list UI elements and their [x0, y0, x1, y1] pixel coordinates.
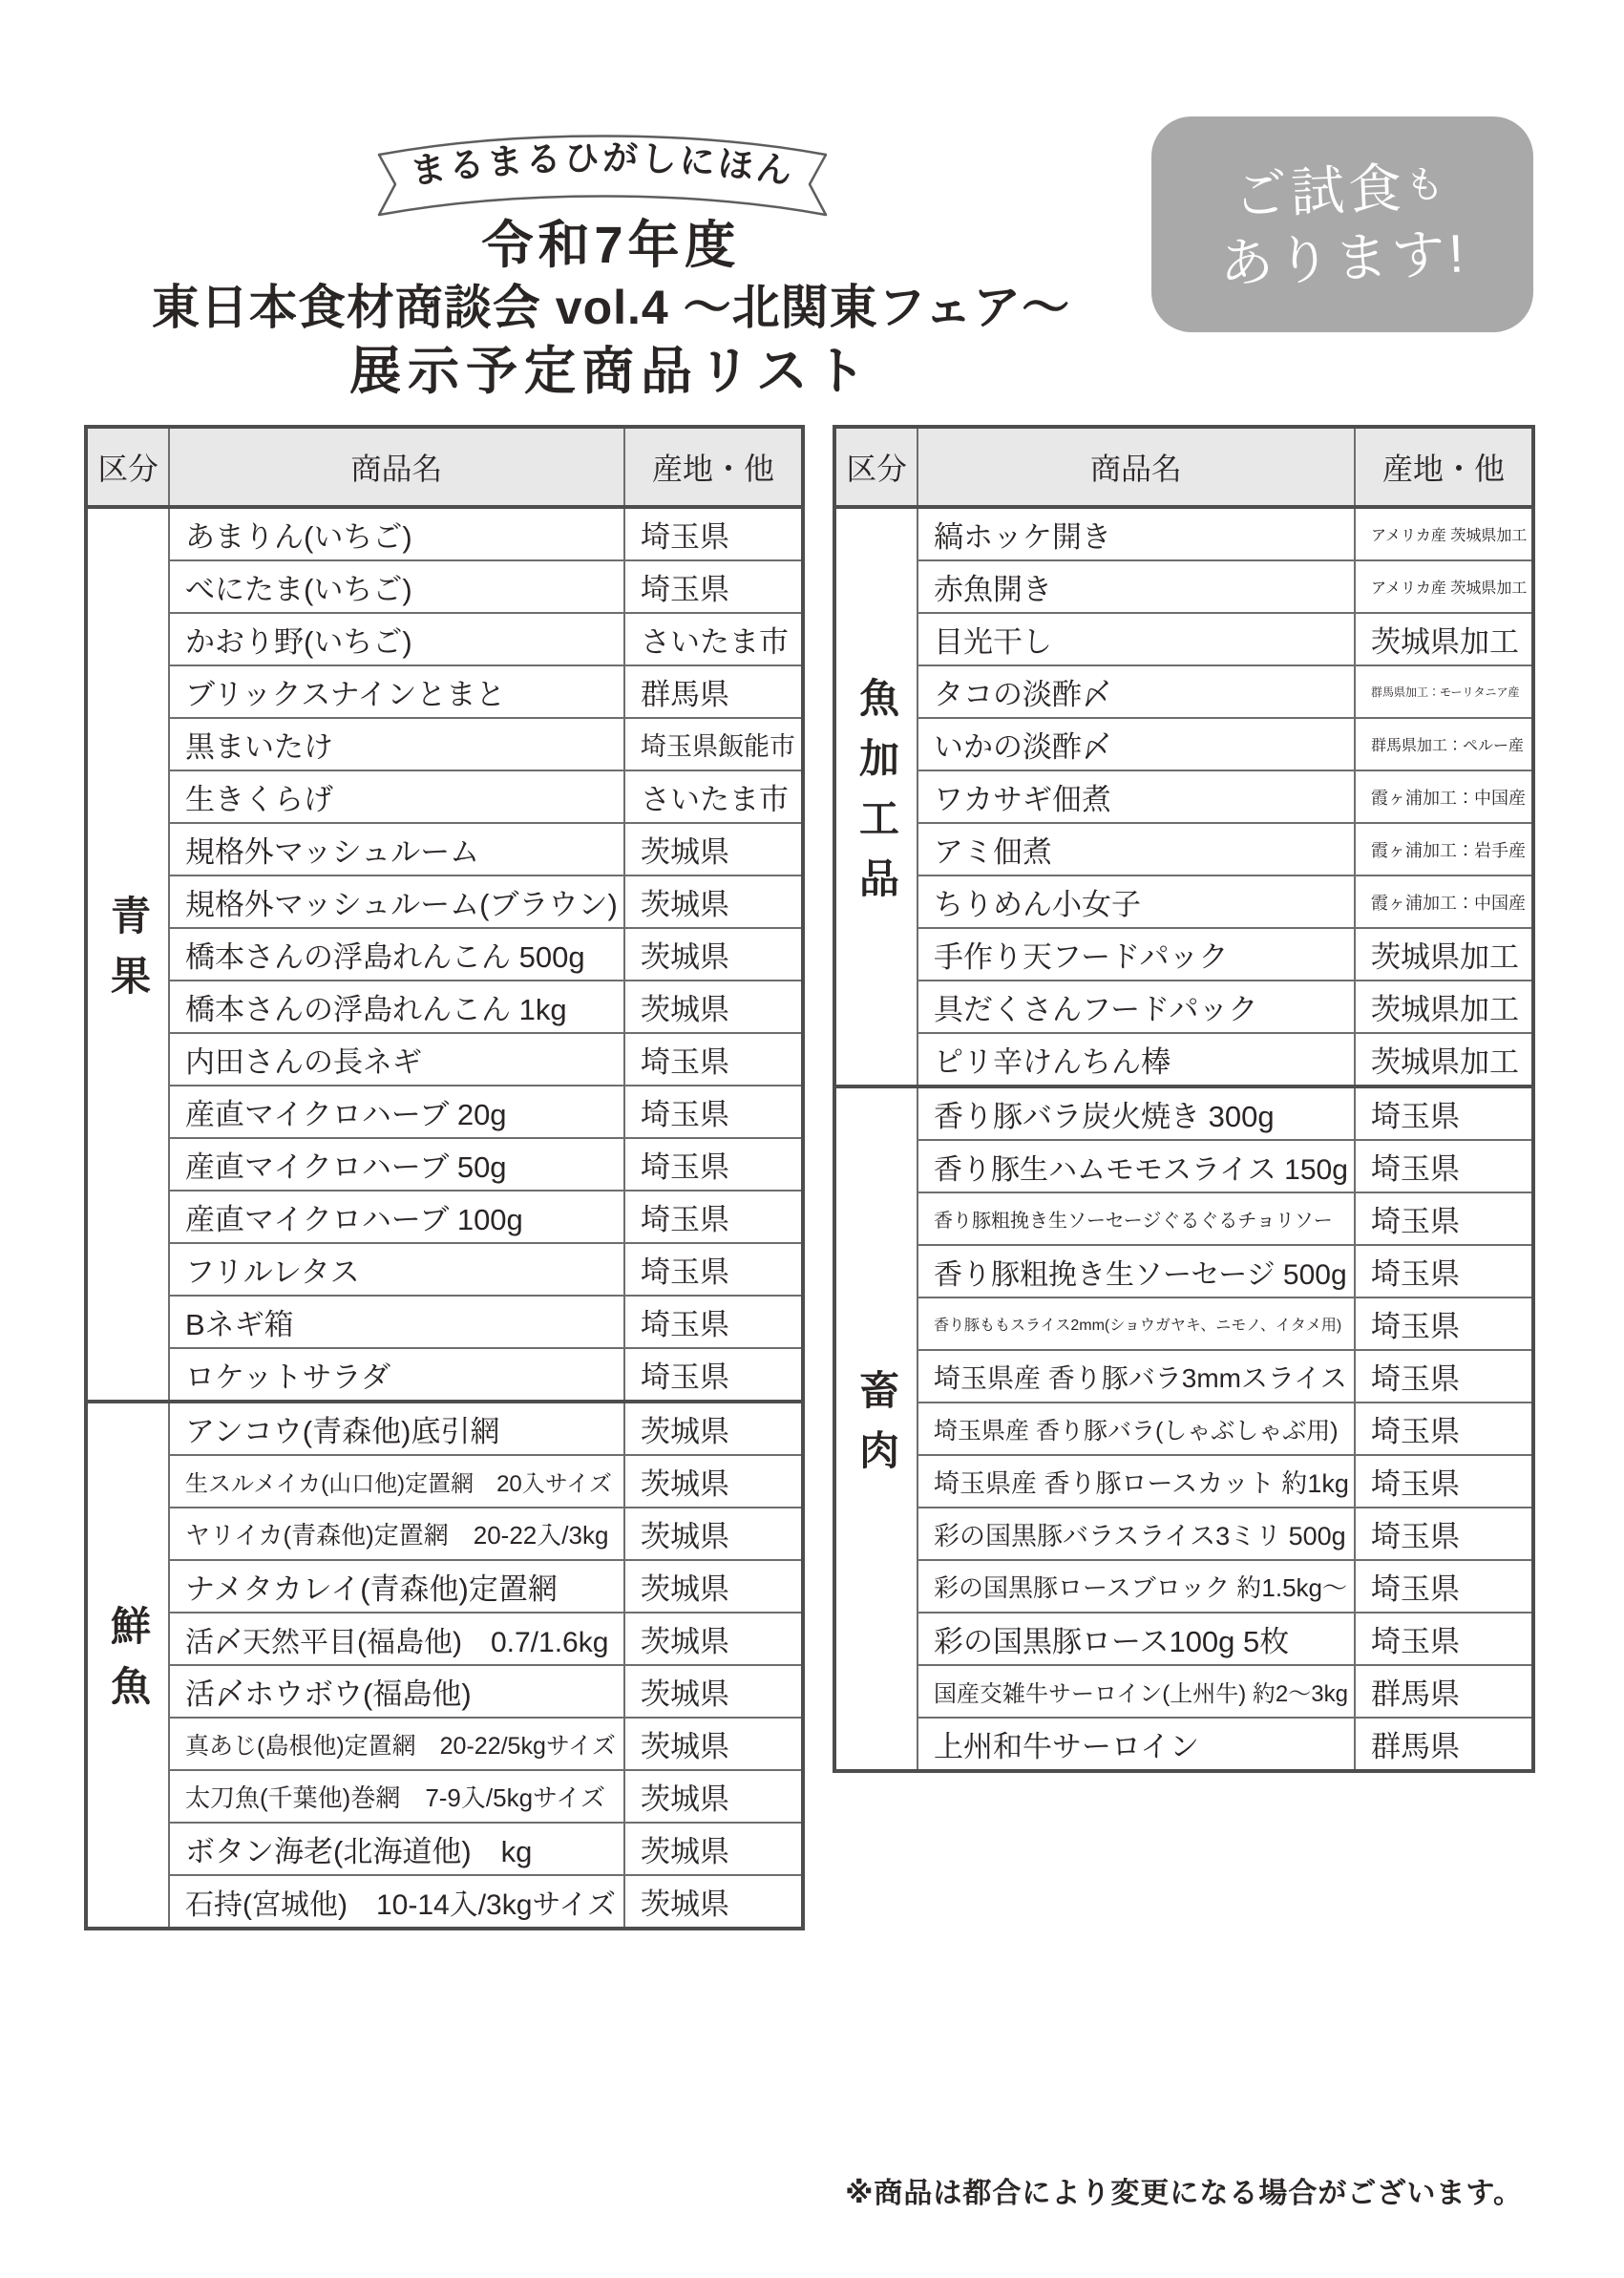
origin-value: 埼玉県: [1371, 1100, 1460, 1133]
origin-value: 群馬県加工：ペルー産: [1371, 738, 1525, 754]
product-name-cell: [170, 771, 625, 822]
table-row: [918, 1193, 1531, 1246]
table-row: [170, 1771, 801, 1824]
product-name: 香り豚粗挽き生ソーセージぐるぐるチョリソー: [934, 1211, 1333, 1232]
origin-cell: [625, 509, 801, 559]
header-cell-product: 商品名: [918, 429, 1356, 505]
product-name: 産直マイクロハーブ 20g: [185, 1098, 507, 1131]
product-name-cell: [170, 1666, 625, 1717]
product-name: ナメタカレイ(青森他)定置網: [185, 1572, 558, 1606]
table-row: [918, 1614, 1531, 1666]
origin-value: 茨城県: [641, 1888, 729, 1921]
ribbon-banner-shape: [376, 126, 829, 221]
origin-cell: [1356, 509, 1531, 559]
origin-cell: [625, 1034, 801, 1085]
product-name: Bネギ箱: [185, 1308, 294, 1341]
table-row: [918, 614, 1531, 666]
product-name: 活〆ホウボウ(福島他): [185, 1677, 472, 1711]
origin-value: 埼玉県: [1371, 1625, 1460, 1658]
origin-cell: [1356, 981, 1531, 1032]
product-name-cell: [918, 666, 1356, 717]
product-name-cell: [918, 1719, 1356, 1769]
table-row: [918, 1141, 1531, 1193]
page-title-line1: 令和7年度: [481, 217, 741, 274]
tasting-badge-text: [1215, 154, 1468, 295]
origin-cell: [625, 1192, 801, 1242]
product-name: ボタン海老(北海道他) kg: [185, 1835, 533, 1868]
product-name: ヤリイカ(青森他)定置網 20-22入/3kg: [185, 1521, 609, 1550]
origin-value: 埼玉県: [641, 573, 729, 606]
origin-cell: [1356, 1666, 1531, 1717]
origin-value: 埼玉県: [1371, 1310, 1460, 1343]
origin-value: さいたま市: [641, 783, 789, 816]
table-row: [170, 1139, 801, 1192]
product-name: アミ佃煮: [934, 835, 1052, 869]
origin-cell: [1356, 771, 1531, 822]
table-row: [918, 981, 1531, 1034]
product-name-cell: [170, 719, 625, 770]
table-row: [170, 1349, 801, 1400]
table-row: [170, 509, 801, 561]
product-name-cell: [918, 876, 1356, 927]
table-row: [918, 561, 1531, 614]
product-name: ワカサギ佃煮: [934, 783, 1111, 816]
product-name: 香り豚ももスライス2mm(ショウガヤキ、ニモノ、イタメ用): [934, 1318, 1342, 1334]
product-name-cell: [918, 1403, 1356, 1454]
product-name: 香り豚バラ炭火焼き 300g: [934, 1100, 1275, 1133]
product-name-cell: [918, 1666, 1356, 1717]
product-name: 埼玉県産 香り豚ロースカット 約1kg: [934, 1469, 1349, 1498]
origin-value: 茨城県加工: [1371, 940, 1519, 974]
header-cell-origin: 産地・他: [651, 452, 774, 486]
product-name-cell: [918, 614, 1356, 664]
origin-cell: [625, 981, 801, 1032]
origin-value: 埼玉県: [641, 1203, 729, 1236]
table-row: [170, 1614, 801, 1666]
origin-cell: [625, 1508, 801, 1559]
product-name-cell: [170, 614, 625, 664]
origin-value: さいたま市: [641, 625, 789, 659]
origin-cell: [625, 1244, 801, 1295]
table-row: [170, 1719, 801, 1771]
table-row: [918, 1456, 1531, 1508]
origin-value: 霞ヶ浦加工：中国産: [1371, 788, 1526, 808]
badge-line1-main: ご試食: [1232, 157, 1407, 225]
product-name-cell: [170, 1456, 625, 1507]
origin-value: アメリカ産 茨城県加工: [1371, 528, 1528, 544]
product-name: 活〆天然平目(福島他) 0.7/1.6kg: [185, 1626, 609, 1658]
table-row: [918, 666, 1531, 719]
product-name-cell: [918, 929, 1356, 980]
page-title-line3: 展示予定商品リスト: [349, 343, 873, 400]
tasting-badge: [1151, 116, 1533, 332]
origin-cell: [625, 561, 801, 612]
origin-cell: [1356, 1141, 1531, 1192]
product-name: 規格外マッシュルーム(ブラウン): [185, 888, 618, 921]
table-section: [88, 509, 801, 1403]
product-name-cell: [918, 1614, 1356, 1664]
product-name: 具だくさんフードパック: [934, 993, 1258, 1026]
footer-note: ※商品は都合により変更になる場合がございます。: [845, 2178, 1523, 2209]
table-row: [170, 1561, 801, 1614]
table-row: [170, 1403, 801, 1456]
page-title: [57, 214, 1165, 405]
origin-cell: [625, 1139, 801, 1190]
origin-value: 埼玉県: [1371, 1415, 1460, 1448]
origin-value: 埼玉県: [1371, 1572, 1460, 1606]
product-name: かおり野(いちご): [185, 625, 412, 659]
product-name: あまりん(いちご): [185, 520, 412, 554]
table-row: [918, 876, 1531, 929]
table-row: [918, 1351, 1531, 1403]
origin-cell: [625, 719, 801, 770]
product-name-cell: [918, 1456, 1356, 1507]
product-name: 橋本さんの浮島れんこん 500g: [185, 940, 585, 974]
product-name-cell: [170, 981, 625, 1032]
page-title-line2: 東日本食材商談会 vol.4 ～北関東フェア～: [151, 281, 1071, 334]
product-name: 埼玉県産 香り豚バラ3mmスライス: [934, 1362, 1347, 1393]
product-name: 真あじ(島根他)定置網 20-22/5kgサイズ: [185, 1732, 616, 1760]
origin-value: 群馬県加工：モーリタニア産: [1371, 686, 1520, 699]
product-name: 産直マイクロハーブ 100g: [185, 1203, 523, 1236]
origin-value: 茨城県加工: [1371, 625, 1519, 659]
origin-cell: [1356, 1403, 1531, 1454]
origin-value: 埼玉県: [1371, 1257, 1460, 1291]
product-name: ピリ辛けんちん棒: [934, 1045, 1171, 1079]
table-header-row: [836, 429, 1531, 509]
product-name-cell: [170, 876, 625, 927]
product-name: ちりめん小女子: [934, 888, 1141, 921]
header-cell-product: 商品名: [170, 429, 625, 505]
origin-cell: [1356, 666, 1531, 717]
origin-value: 茨城県: [641, 1782, 729, 1816]
product-name-cell: [170, 561, 625, 612]
origin-cell: [625, 1824, 801, 1874]
table-row: [918, 1666, 1531, 1719]
origin-value: 埼玉県: [641, 1255, 729, 1289]
origin-value: 茨城県: [641, 1467, 729, 1501]
table-row: [918, 929, 1531, 981]
header-cell-category: 区分: [836, 429, 918, 505]
table-section: [88, 1403, 801, 1927]
origin-value: 埼玉県: [641, 1098, 729, 1131]
product-name-cell: [918, 561, 1356, 612]
origin-value: 茨城県加工: [1371, 1045, 1519, 1079]
product-name-cell: [918, 1351, 1356, 1402]
product-name-cell: [918, 1141, 1356, 1192]
origin-cell: [1356, 1508, 1531, 1559]
origin-cell: [1356, 929, 1531, 980]
table-section: [836, 1088, 1531, 1769]
origin-cell: [625, 1403, 801, 1454]
origin-value: アメリカ産 茨城県加工: [1371, 580, 1528, 597]
event-ribbon: [376, 126, 829, 221]
product-name-cell: [170, 1086, 625, 1137]
table-row: [170, 1508, 801, 1561]
origin-cell: [625, 771, 801, 822]
origin-value: 埼玉県: [641, 1150, 729, 1184]
table-row: [918, 1403, 1531, 1456]
origin-value: 茨城県: [641, 888, 729, 921]
product-name-cell: [170, 1297, 625, 1347]
product-name: 上州和牛サーロイン: [934, 1730, 1200, 1763]
origin-value: 茨城県: [641, 1572, 729, 1606]
origin-cell: [625, 614, 801, 664]
product-name: 縞ホッケ開き: [934, 520, 1111, 554]
product-name: 黒まいたけ: [185, 730, 333, 764]
origin-value: 茨城県: [641, 1835, 729, 1868]
origin-cell: [625, 876, 801, 927]
origin-cell: [625, 929, 801, 980]
origin-value: 茨城県: [641, 940, 729, 974]
origin-cell: [1356, 1614, 1531, 1664]
origin-value: 群馬県: [641, 678, 729, 711]
product-name: べにたま(いちご): [185, 573, 412, 606]
product-name-cell: [170, 1034, 625, 1085]
product-name-cell: [918, 719, 1356, 770]
product-name-cell: [170, 1614, 625, 1664]
origin-cell: [1356, 876, 1531, 927]
origin-cell: [1356, 561, 1531, 612]
product-name: 石持(宮城他) 10-14入/3kgサイズ: [185, 1888, 617, 1921]
ribbon-label: まるまるひがしにほん: [408, 137, 797, 192]
table-row: [170, 771, 801, 824]
table-row: [918, 1298, 1531, 1351]
table-row: [918, 1246, 1531, 1298]
origin-cell: [625, 1456, 801, 1507]
product-name-cell: [918, 1088, 1356, 1139]
table-row: [170, 981, 801, 1034]
category-cell: 鮮魚: [88, 1403, 170, 1927]
origin-cell: [625, 1666, 801, 1717]
badge-line1-small: も: [1404, 160, 1449, 207]
origin-cell: [625, 1561, 801, 1612]
origin-cell: [1356, 1561, 1531, 1612]
table-row: [918, 1719, 1531, 1769]
table-row: [170, 876, 801, 929]
product-name: ブリックスナインとまと: [185, 678, 506, 711]
origin-value: 群馬県: [1371, 1677, 1460, 1711]
table-row: [918, 1561, 1531, 1614]
product-name-cell: [170, 1349, 625, 1400]
product-name: 橋本さんの浮島れんこん 1kg: [185, 993, 567, 1026]
table-row: [918, 1034, 1531, 1085]
product-name: 目光干し: [934, 625, 1052, 659]
table-row: [170, 929, 801, 981]
origin-cell: [625, 1771, 801, 1822]
table-section: [836, 509, 1531, 1088]
origin-value: 茨城県: [641, 993, 729, 1026]
product-name-cell: [918, 1034, 1356, 1085]
product-name: タコの淡酢〆: [934, 678, 1111, 711]
category-cell: 青果: [88, 509, 170, 1400]
table-row: [918, 824, 1531, 876]
badge-line2: あります!: [1218, 221, 1469, 294]
product-name-cell: [170, 929, 625, 980]
table-row: [170, 824, 801, 876]
origin-value: 埼玉県: [641, 520, 729, 554]
product-name-cell: [170, 1244, 625, 1295]
origin-cell: [1356, 614, 1531, 664]
product-name-cell: [918, 1298, 1356, 1349]
product-name: 生きくらげ: [185, 783, 333, 816]
origin-cell: [1356, 1193, 1531, 1244]
product-name-cell: [918, 1508, 1356, 1559]
origin-cell: [625, 1297, 801, 1347]
product-name: いかの淡酢〆: [934, 730, 1111, 764]
origin-cell: [1356, 719, 1531, 770]
origin-cell: [1356, 1298, 1531, 1349]
origin-value: 埼玉県: [1371, 1520, 1460, 1553]
product-name-cell: [918, 509, 1356, 559]
product-name-cell: [170, 1561, 625, 1612]
origin-value: 茨城県: [641, 835, 729, 869]
origin-value: 埼玉県: [1371, 1205, 1460, 1238]
product-name-cell: [170, 1403, 625, 1454]
origin-cell: [625, 1614, 801, 1664]
product-name-cell: [170, 1139, 625, 1190]
origin-value: 埼玉県: [641, 1045, 729, 1079]
product-name-cell: [170, 509, 625, 559]
product-name: 彩の国黒豚バラスライス3ミリ 500g: [934, 1522, 1346, 1550]
origin-value: 茨城県加工: [1371, 993, 1519, 1026]
origin-cell: [625, 1086, 801, 1137]
table-row: [918, 771, 1531, 824]
table-row: [918, 1508, 1531, 1561]
origin-cell: [1356, 824, 1531, 875]
origin-cell: [625, 1876, 801, 1927]
table-row: [170, 719, 801, 771]
product-name: 彩の国黒豚ロースブロック 約1.5kg～: [934, 1573, 1348, 1602]
origin-value: 霞ヶ浦加工：中国産: [1371, 893, 1526, 913]
origin-value: 茨城県: [641, 1677, 729, 1711]
table-row: [918, 1088, 1531, 1141]
product-name: 太刀魚(千葉他)巻網 7-9入/5kgサイズ: [185, 1783, 605, 1812]
origin-value: 茨城県: [641, 1415, 729, 1448]
product-name: 生スルメイカ(山口他)定置網 20入サイズ: [185, 1471, 612, 1497]
origin-cell: [625, 824, 801, 875]
product-name: 赤魚開き: [934, 573, 1052, 606]
table-row: [170, 1086, 801, 1139]
product-name-cell: [918, 1246, 1356, 1297]
product-name-cell: [170, 1824, 625, 1874]
table-row: [170, 1666, 801, 1719]
product-name-cell: [170, 1876, 625, 1927]
table-header-row: [88, 429, 801, 509]
table-row: [170, 1192, 801, 1244]
product-name: 国産交雑牛サーロイン(上州牛) 約2～3kg: [934, 1681, 1348, 1707]
origin-value: 埼玉県: [1371, 1467, 1460, 1501]
table-row: [170, 614, 801, 666]
product-name: 規格外マッシュルーム: [185, 835, 480, 869]
product-name: 香り豚生ハムモモスライス 150g: [934, 1153, 1348, 1186]
origin-cell: [1356, 1088, 1531, 1139]
table-row: [170, 1034, 801, 1086]
origin-value: 霞ヶ浦加工：岩手産: [1371, 840, 1526, 860]
table-row: [170, 1876, 801, 1927]
product-name-cell: [918, 824, 1356, 875]
table-row: [170, 666, 801, 719]
origin-value: 埼玉県: [1371, 1362, 1460, 1396]
origin-cell: [625, 1349, 801, 1400]
product-name-cell: [918, 981, 1356, 1032]
product-name-cell: [918, 1561, 1356, 1612]
product-name-cell: [170, 1508, 625, 1559]
product-name: 産直マイクロハーブ 50g: [185, 1150, 507, 1184]
origin-cell: [1356, 1246, 1531, 1297]
origin-value: 茨城県: [641, 1520, 729, 1553]
origin-value: 埼玉県: [641, 1360, 729, 1394]
product-name: 彩の国黒豚ロース100g 5枚: [934, 1625, 1290, 1658]
category-cell: 魚加工品: [836, 509, 918, 1085]
origin-value: 埼玉県: [641, 1308, 729, 1341]
product-name-cell: [170, 1771, 625, 1822]
product-name: 埼玉県産 香り豚バラ(しゃぶしゃぶ用): [934, 1417, 1339, 1445]
origin-cell: [625, 1719, 801, 1769]
table-row: [918, 509, 1531, 561]
origin-value: 茨城県: [641, 1625, 729, 1658]
product-name: アンコウ(青森他)底引網: [185, 1415, 500, 1448]
product-name-cell: [170, 1719, 625, 1769]
product-table-right: [833, 425, 1535, 1773]
origin-cell: [1356, 1456, 1531, 1507]
table-row: [170, 561, 801, 614]
header-cell-category: 区分: [88, 429, 170, 505]
product-name-cell: [170, 666, 625, 717]
origin-value: 群馬県: [1371, 1730, 1460, 1763]
table-row: [170, 1244, 801, 1297]
origin-value: 埼玉県: [1371, 1152, 1460, 1186]
category-cell: 畜肉: [836, 1088, 918, 1769]
product-name: ロケットサラダ: [185, 1360, 391, 1394]
table-row: [918, 719, 1531, 771]
header-cell-origin: 産地・他: [1381, 452, 1505, 486]
origin-cell: [1356, 1034, 1531, 1085]
table-row: [170, 1824, 801, 1876]
product-name: 内田さんの長ネギ: [185, 1045, 422, 1079]
origin-value: 埼玉県飯能市: [641, 732, 795, 761]
product-name: 香り豚粗挽き生ソーセージ 500g: [934, 1258, 1347, 1291]
product-name-cell: [918, 1193, 1356, 1244]
origin-cell: [625, 666, 801, 717]
product-name-cell: [170, 824, 625, 875]
product-name-cell: [170, 1192, 625, 1242]
product-name: 手作り天フードパック: [934, 940, 1229, 974]
product-name: フリルレタス: [185, 1255, 360, 1289]
origin-cell: [1356, 1719, 1531, 1769]
table-row: [170, 1297, 801, 1349]
origin-cell: [1356, 1351, 1531, 1402]
origin-value: 茨城県: [641, 1730, 729, 1763]
table-row: [170, 1456, 801, 1508]
product-table-left: [84, 425, 805, 1930]
product-name-cell: [918, 771, 1356, 822]
